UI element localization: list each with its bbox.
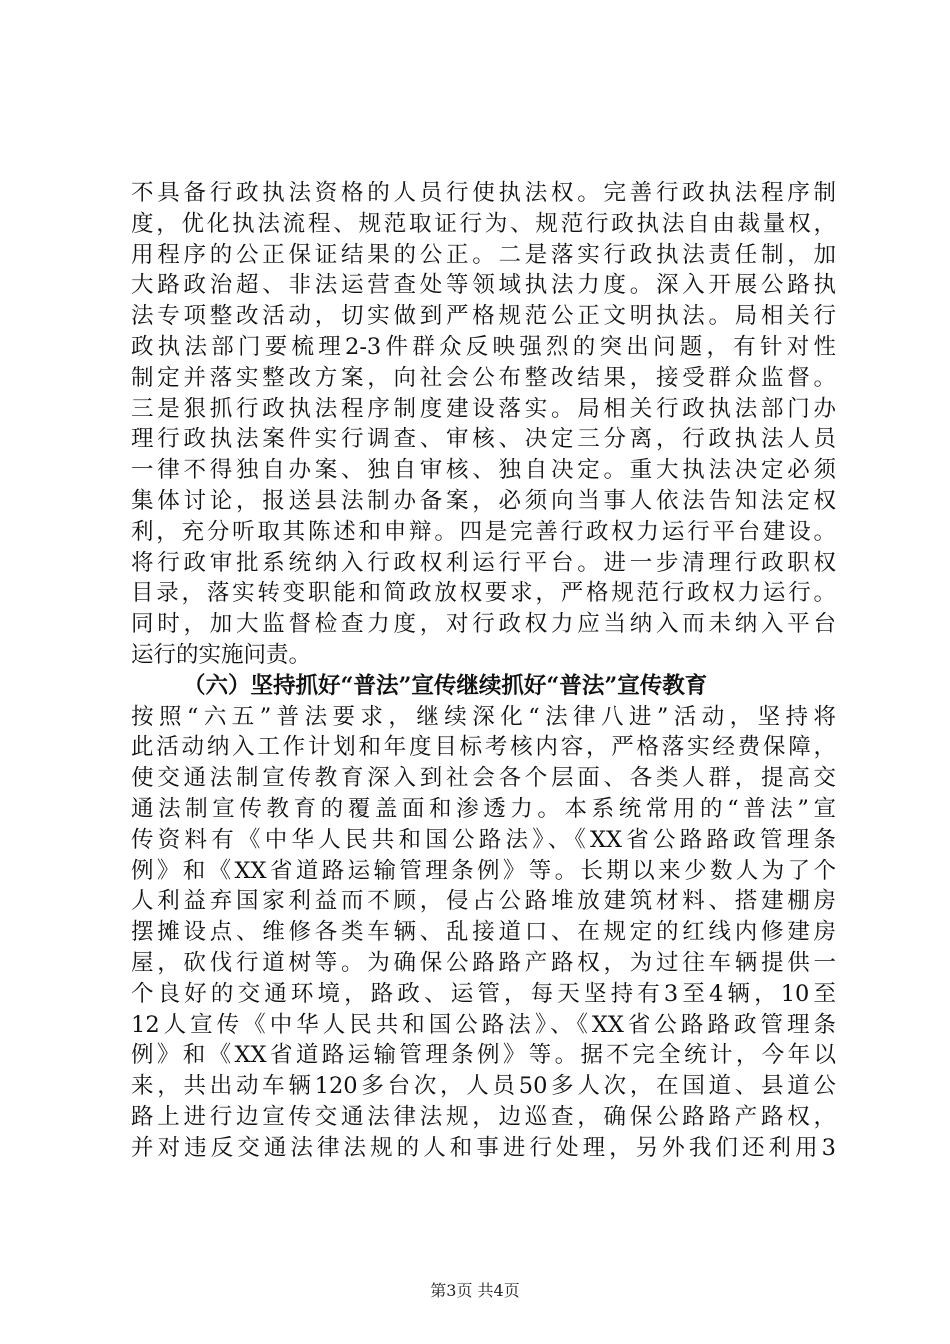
text-line: 个良好的交通环境，路政、运管，每天坚持有3至4辆，10至 bbox=[131, 980, 836, 1007]
text-line: 屋，砍伐行道树等。为确保公路路产路权，为过往车辆提供一 bbox=[131, 949, 836, 976]
text-line: 路上进行边宣传交通法律法规，边巡查，确保公路路产路权， bbox=[131, 1103, 836, 1130]
text-line: 传资料有《中华人民共和国公路法》、《XX省公路路政管理条 bbox=[131, 826, 836, 853]
text-line: 例》和《XX省道路运输管理条例》等。据不完全统计，今年以 bbox=[131, 1042, 836, 1069]
text-line: 12人宣传《中华人民共和国公路法》、《XX省公路路政管理条 bbox=[131, 1011, 836, 1038]
text-line: 摆摊设点、维修各类车辆、乱接道口、在规定的红线内修建房 bbox=[131, 919, 836, 946]
text-line: 此活动纳入工作计划和年度目标考核内容，严格落实经费保障， bbox=[131, 734, 836, 761]
page-number-footer: 第3页 共4页 bbox=[430, 1281, 520, 1300]
text-line: 使交通法制宣传教育深入到社会各个层面、各类人群，提高交 bbox=[131, 765, 836, 792]
text-line: 政执法部门要梳理2-3件群众反映强烈的突出问题，有针对性 bbox=[131, 333, 836, 360]
text-line: 并对违反交通法律法规的人和事进行处理，另外我们还利用3 bbox=[131, 1134, 836, 1161]
text-line: 运行的实施问责。 bbox=[131, 641, 312, 668]
document-body bbox=[131, 178, 836, 1164]
text-line: 集体讨论，报送县法制办备案，必须向当事人依法告知法定权 bbox=[131, 487, 836, 514]
text-line: 按照“六五”普法要求，继续深化“法律八进”活动，坚持将 bbox=[131, 703, 836, 730]
text-line: 不具备行政执法资格的人员行使执法权。完善行政执法程序制 bbox=[131, 180, 836, 206]
text-line: 一律不得独自办案、独自审核、独自决定。重大执法决定必须 bbox=[131, 457, 836, 484]
text-line: 将行政审批系统纳入行政权利运行平台。进一步清理行政职权 bbox=[131, 549, 836, 576]
text-line: 法专项整改活动，切实做到严格规范公正文明执法。局相关行 bbox=[131, 303, 836, 330]
text-line: 制定并落实整改方案，向社会公布整改结果，接受群众监督。 bbox=[131, 364, 836, 391]
text-line: 人利益弃国家利益而不顾，侵占公路堆放建筑材料、搭建棚房 bbox=[131, 888, 836, 915]
text-line: 用程序的公正保证结果的公正。二是落实行政执法责任制，加 bbox=[131, 241, 836, 268]
text-line: 理行政执法案件实行调查、审核、决定三分离，行政执法人员 bbox=[131, 426, 836, 453]
text-line: 例》和《XX省道路运输管理条例》等。长期以来少数人为了个 bbox=[131, 857, 836, 884]
text-line: 通法制宣传教育的覆盖面和渗透力。本系统常用的“普法”宣 bbox=[131, 795, 836, 822]
text-line: 来，共出动车辆120多台次，人员50多人次，在国道、县道公 bbox=[131, 1073, 836, 1100]
text-line: 三是狠抓行政执法程序制度建设落实。局相关行政执法部门办 bbox=[131, 395, 836, 422]
text-line: 目录，落实转变职能和简政放权要求，严格规范行政权力运行。 bbox=[131, 580, 836, 607]
text-line: 大路政治超、非法运营查处等领域执法力度。深入开展公路执 bbox=[131, 272, 836, 299]
text-line: 利，充分听取其陈述和申辩。四是完善行政权力运行平台建设。 bbox=[131, 518, 836, 545]
section-heading: （六）坚持抓好“普法”宣传继续抓好“普法”宣传教育 bbox=[183, 672, 708, 699]
text-line: 同时，加大监督检查力度，对行政权力应当纳入而未纳入平台 bbox=[131, 611, 836, 638]
text-line: 度，优化执法流程、规范取证行为、规范行政执法自由裁量权， bbox=[131, 210, 836, 237]
